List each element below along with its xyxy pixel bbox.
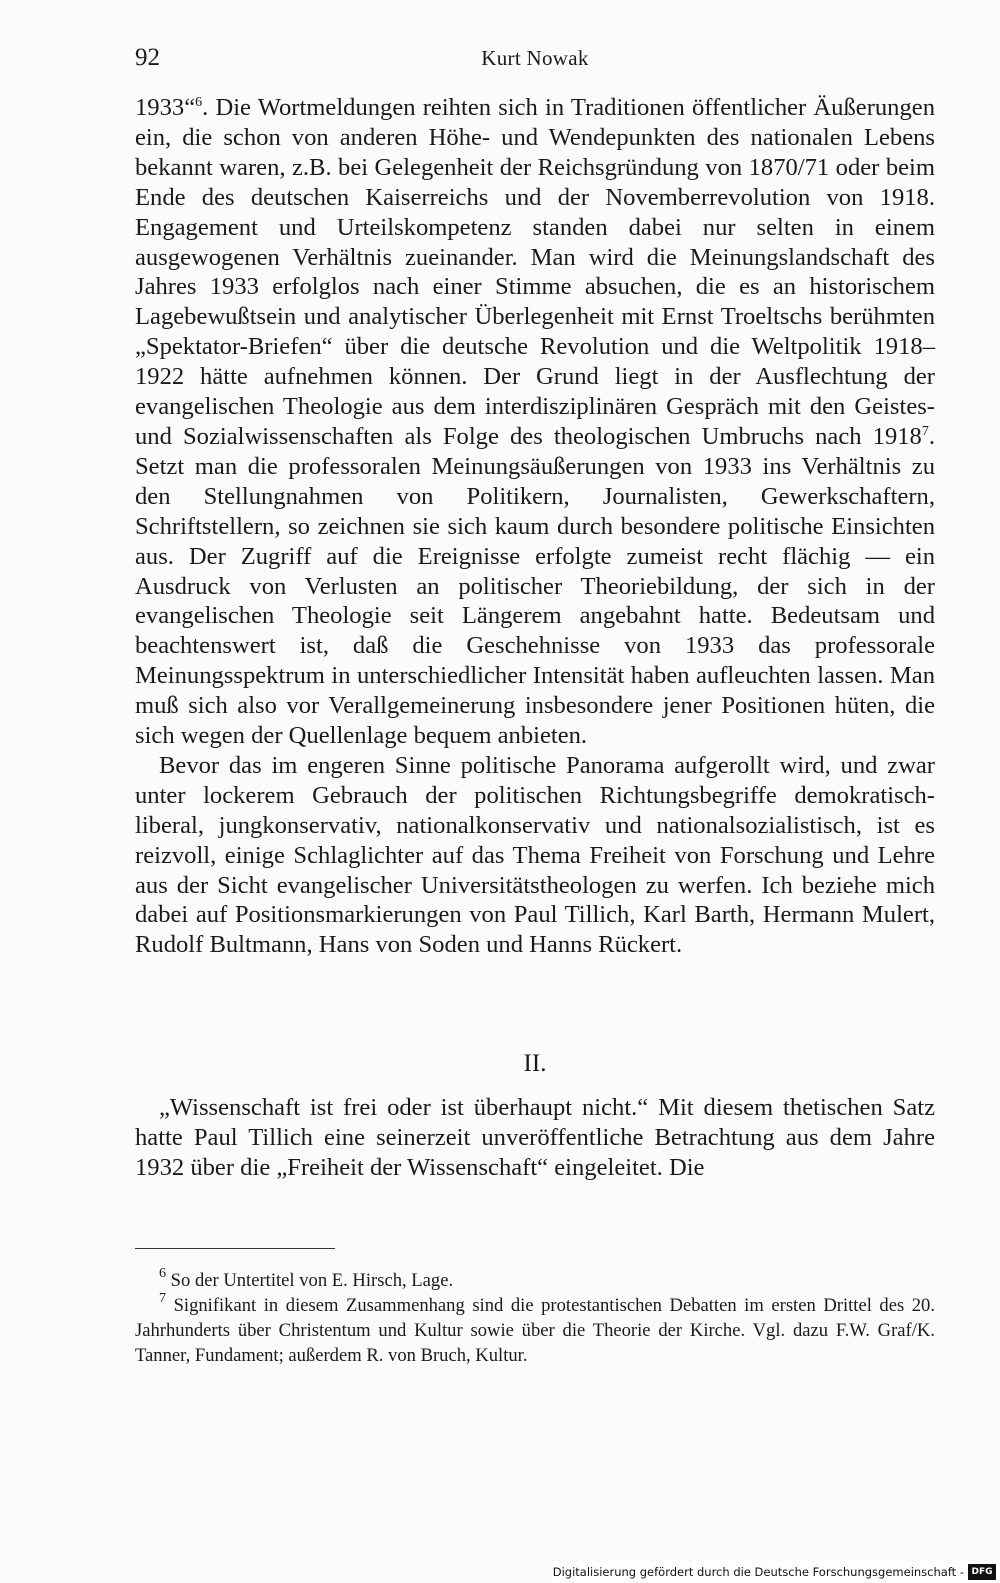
page-number: 92 <box>135 44 160 71</box>
footnote-7-text: Signifikant in diesem Zusammenhang sind die protestantischen Debatten im ersten Drittel des 20. Jahrhunderts über Christentum und Kultur sowie über die Theorie der Kirche. Vgl. dazu F.W. Graf/K. Tanner, Fundament; außerdem R. von Bruch, Kultur. <box>135 1295 935 1366</box>
paragraph-1-middle: . Die Wortmeldungen reihten sich in Traditionen öffentlicher Äußerungen ein, die schon von anderen Höhe- und Wendepunkten des nationalen Lebens bekannt waren, z.B. bei Gelegenheit der Reichsgründung von 1870/71 oder beim Ende des deutschen Kaiserreichs und der Novemberrevolution von 1918. Engagement und Urteilskompetenz standen dabei nur selten in einem ausgewogenen Verhältnis zueinander. Man wird die Meinungslandschaft des Jahres 1933 erfolglos nach einer Stimme absuchen, die es an historischem Lagebewußtsein und analytischer Überlegenheit mit Ernst Troeltschs berühmten „Spektator-Briefen“ über die deutsche Revolution und die Weltpolitik 1918–1922 hätte aufnehmen können. Der Grund liegt in der Ausflechtung der evangelischen Theologie aus dem interdisziplinären Gespräch mit den Geistes- und Sozialwissenschaften als Folge des theologischen Umbruchs nach 1918 <box>135 94 935 450</box>
paragraph-1 <box>135 93 935 751</box>
footnote-ref-6: 6 <box>195 95 203 110</box>
footnote-7 <box>135 1293 935 1368</box>
paragraph-1-end: . Setzt man die professoralen Meinungsäußerungen von 1933 ins Verhältnis zu den Stellungnahmen von Politikern, Journalisten, Gewerkschaftern, Schriftstellern, so zeichnen sie sich kaum durch besondere politische Einsichten aus. Der Zugriff auf die Ereignisse erfolgte zumeist recht flächig — ein Ausdruck von Verlusten an politischer Theoriebildung, der sich in der evangelischen Theologie seit Längerem angebahnt hatte. Bedeutsam und beachtenswert ist, daß die Geschehnisse von 1933 das professorale Meinungsspektrum in unterschiedlicher Intensität haben aufleuchten lassen. Man muß sich also vor Verallgemeinerung insbesondere jener Positionen hüten, die sich wegen der Quellenlage bequem anbieten. <box>135 422 935 750</box>
footnote-6-number: 6 <box>159 1266 166 1281</box>
footnote-7-number: 7 <box>159 1291 166 1306</box>
page-header <box>135 44 935 78</box>
footnote-6-text: So der Untertitel von E. Hirsch, Lage. <box>170 1270 454 1291</box>
footnote-6 <box>135 1268 935 1293</box>
footnote-divider <box>135 1248 335 1249</box>
body-text <box>135 93 935 960</box>
paragraph-1-start: 1933“ <box>135 94 196 121</box>
paragraph-2: Bevor das im engeren Sinne politische Panorama aufgerollt wird, und zwar unter lockerem Gebrauch der politischen Richtungsbegriffe demokratisch-liberal, jungkonservativ, nationalkonservativ und nationalsozialistisch, ist es reizvoll, einige Schlaglichter auf das Thema Freiheit von Forschung und Lehre aus der Sicht evangelischer Universitätstheologen zu werfen. Ich beziehe mich dabei auf Positionsmarkierungen von Paul Tillich, Karl Barth, Hermann Mulert, Rudolf Bultmann, Hans von Soden und Hanns Rückert. <box>135 751 935 959</box>
paragraph-3: „Wissenschaft ist frei oder ist überhaupt nicht.“ Mit diesem thetischen Satz hatte Paul Tillich eine seinerzeit unveröffentliche Betrachtung aus dem Jahre 1932 über die „Freiheit der Wissenschaft“ eingeleitet. Die <box>135 1094 935 1181</box>
running-head: Kurt Nowak <box>481 46 589 70</box>
digitization-footer <box>553 1561 1000 1583</box>
dfg-logo-icon: DFG <box>968 1564 996 1580</box>
footnote-ref-7: 7 <box>921 423 929 439</box>
footnotes <box>135 1268 935 1368</box>
funding-credit: Digitalisierung gefördert durch die Deutsche Forschungsgemeinschaft - <box>552 1565 964 1579</box>
section-heading: II. <box>523 1050 547 1077</box>
